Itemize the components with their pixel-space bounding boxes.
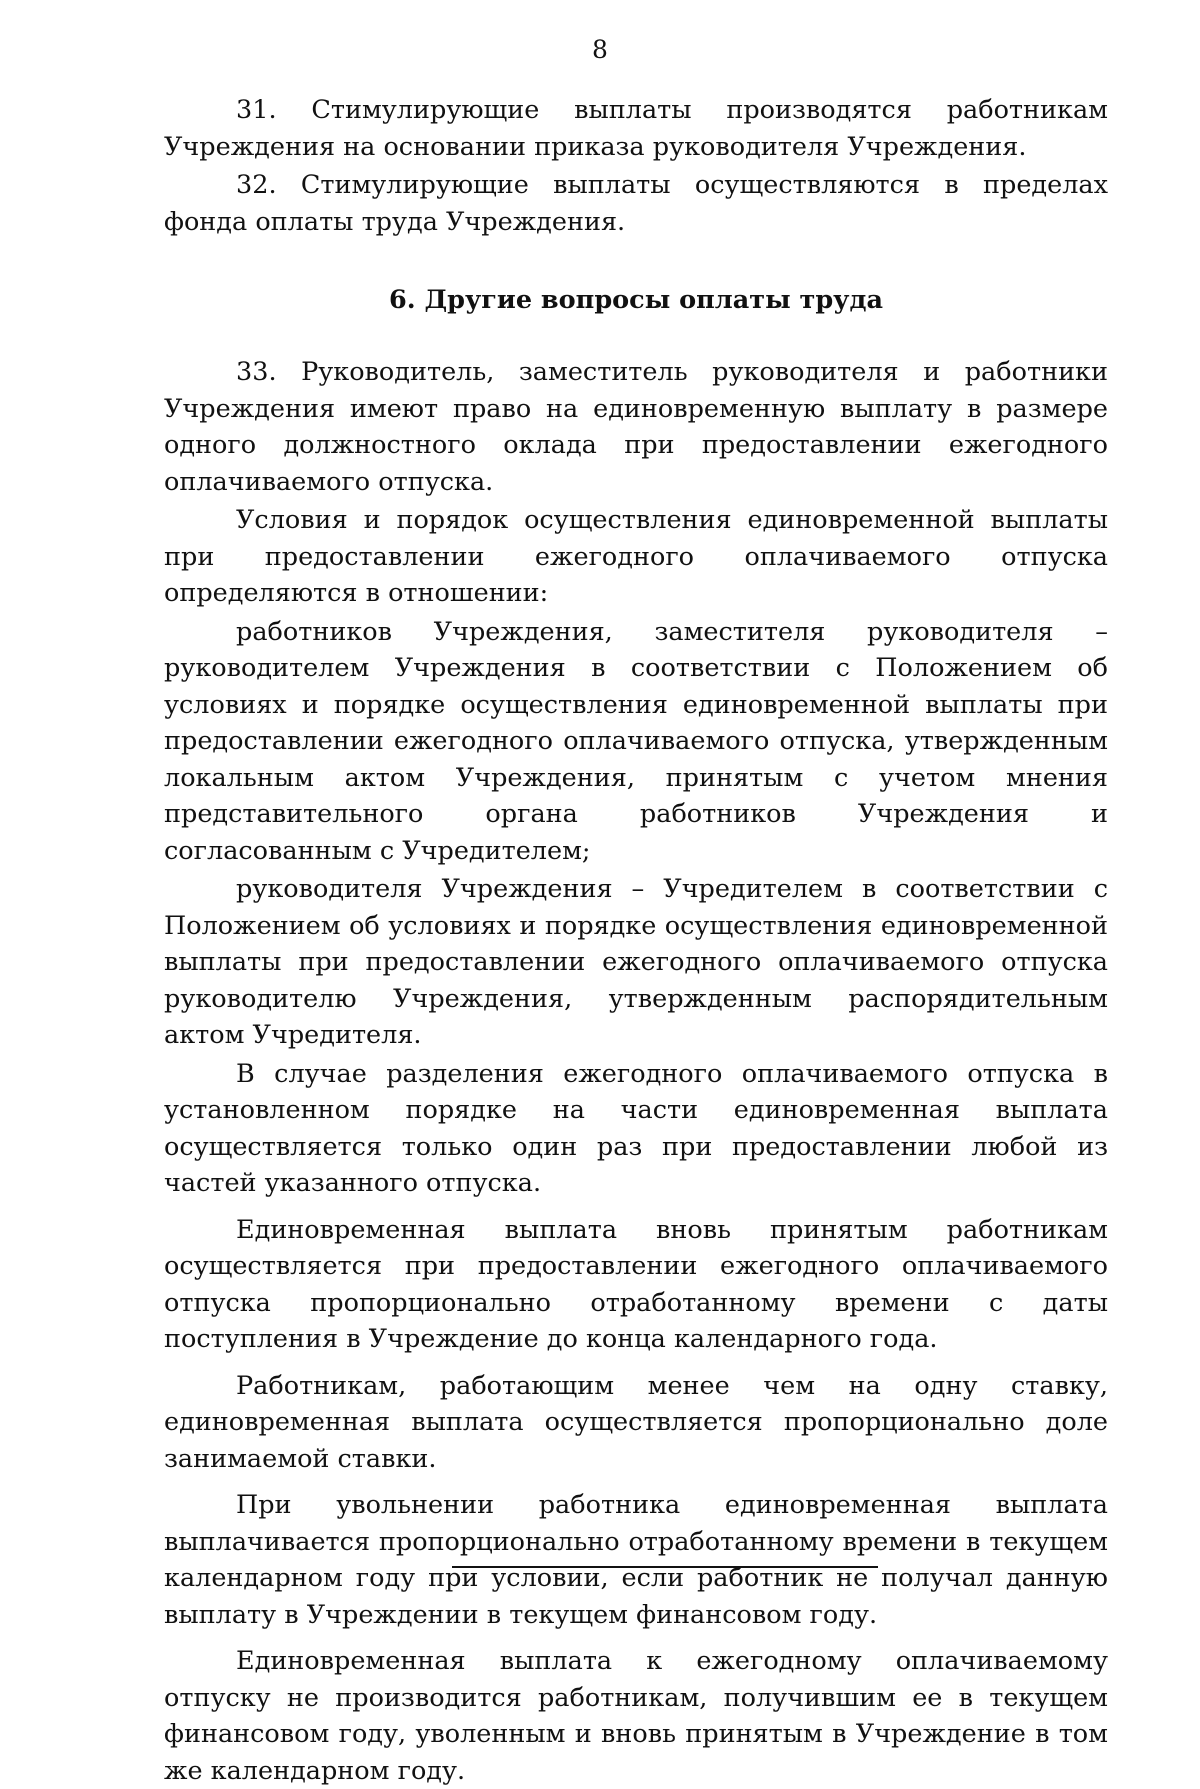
end-rule <box>452 1566 878 1568</box>
paragraph-dismissal: При увольнении работника единовременная выплата выплачивается пропорционально отработанному времени в текущем календарном году при условии, если работник не получал данную выплату в Учреждении в текущем финансовом году. <box>164 1490 1108 1630</box>
paragraph-33: 33. Руководитель, заместитель руководителя и работники Учреждения имеют право на единовременную выплату в размере одного должностного оклада при предоставлении ежегодного оплачиваемого отпуска. <box>164 357 1108 497</box>
paragraph-not-paid: Единовременная выплата к ежегодному оплачиваемому отпуску не производится работникам, получившим ее в текущем финансовом году, уволенным и вновь принятым в Учреждение в том же календарном году. <box>164 1646 1108 1786</box>
paragraph-32: 32. Стимулирующие выплаты осуществляются в пределах фонда оплаты труда Учреждения. <box>164 170 1108 237</box>
section-heading: 6. Другие вопросы оплаты труда <box>388 285 884 315</box>
page-number: 8 <box>592 35 608 64</box>
paragraph-workers: работников Учреждения, заместителя руководителя – руководителем Учреждения в соответствии с Положением об условиях и порядке осуществления единовременной выплаты при предоставлении ежегодного оплачиваемого отпуска, утвержденным локальным актом Учреждения, принятым с учетом мнения представительного органа работников Учреждения и согласованным с Учредителем; <box>164 616 1108 866</box>
paragraph-part-time: Работникам, работающим менее чем на одну ставку, единовременная выплата осуществляется пропорционально доле занимаемой ставки. <box>164 1370 1108 1474</box>
document-body <box>164 92 1108 1789</box>
paragraph-31: 31. Стимулирующие выплаты производятся работникам Учреждения на основании приказа руководителя Учреждения. <box>164 95 1108 162</box>
paragraph-conditions: Условия и порядок осуществления единовременной выплаты при предоставлении ежегодного оплачиваемого отпуска определяются в отношении: <box>164 505 1108 608</box>
paragraph-new-workers: Единовременная выплата вновь принятым работникам осуществляется при предоставлении ежегодного оплачиваемого отпуска пропорционально отработанному времени с даты поступления в Учреждение до конца календарного года. <box>164 1214 1108 1354</box>
paragraph-division: В случае разделения ежегодного оплачиваемого отпуска в установленном порядке на части единовременная выплата осуществляется только один раз при предоставлении любой из частей указанного отпуска. <box>164 1058 1108 1198</box>
paragraph-head: руководителя Учреждения – Учредителем в соответствии с Положением об условиях и порядке осуществления единовременной выплаты при предоставлении ежегодного оплачиваемого отпуска руководителю Учреждения, утвержденным распорядительным актом Учредителя. <box>164 874 1108 1050</box>
